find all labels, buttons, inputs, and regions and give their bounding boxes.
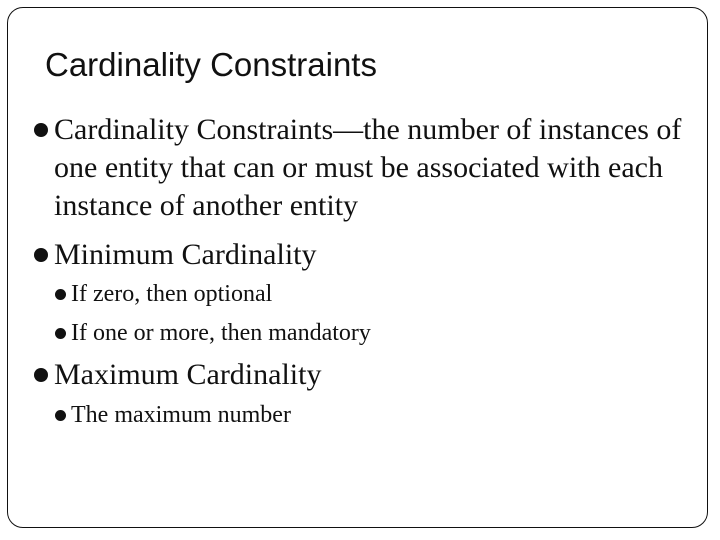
sub-bullet-item [55, 318, 671, 348]
bullet-text: Cardinality Constraints—the number of instances of one entity that can or must be associated with each instance of another entity [54, 113, 682, 222]
bullet-item [34, 236, 694, 274]
sub-bullet-text: If zero, then optional [71, 281, 273, 307]
bullet-item [34, 356, 694, 394]
sub-bullet-text: If one or more, then mandatory [71, 320, 371, 346]
bullet-dot-icon [34, 368, 48, 382]
bullet-dot-icon [55, 410, 66, 421]
bullet-text: Minimum Cardinality [54, 238, 317, 271]
bullet-dot-icon [34, 248, 48, 262]
bullet-dot-icon [34, 123, 48, 137]
sub-bullet-item [55, 400, 671, 430]
sub-bullet-text: The maximum number [71, 402, 291, 428]
bullet-dot-icon [55, 289, 66, 300]
bullet-item [34, 111, 694, 225]
bullet-text: Maximum Cardinality [54, 358, 322, 391]
slide-title: Cardinality Constraints [45, 46, 377, 83]
sub-bullet-item [55, 279, 671, 309]
bullet-dot-icon [55, 328, 66, 339]
